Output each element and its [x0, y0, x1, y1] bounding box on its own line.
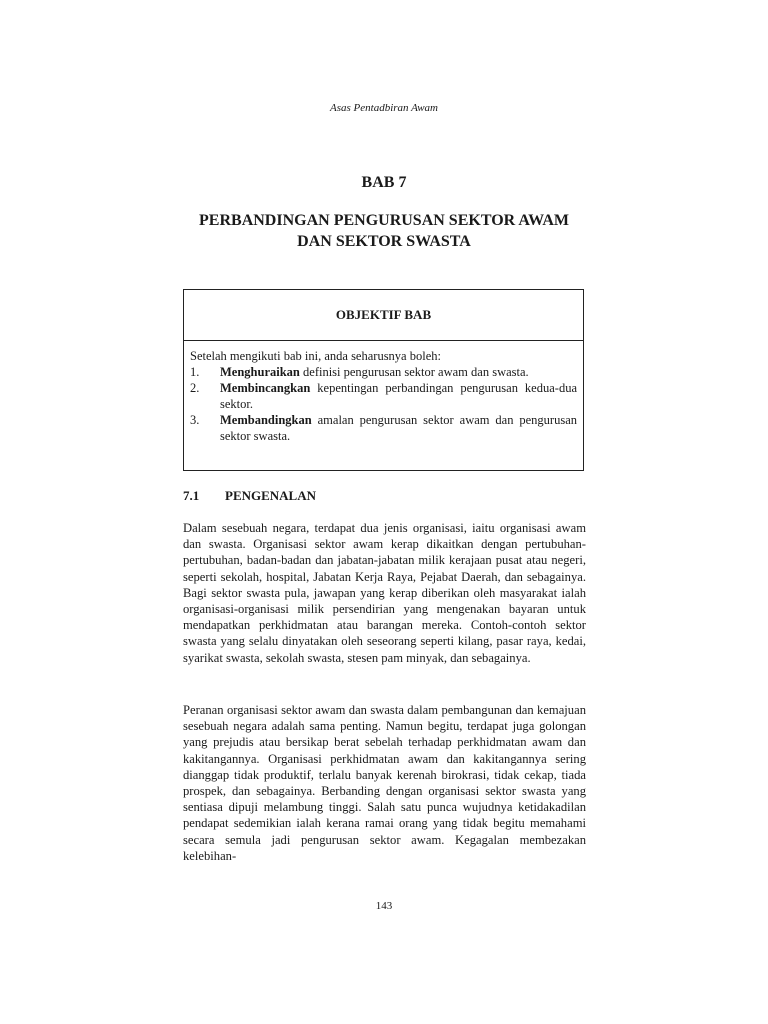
section-number: 7.1: [183, 488, 200, 503]
page-number: 143: [375, 900, 393, 912]
objective-keyword: Membincangkan: [220, 381, 311, 395]
objective-number: 1.: [190, 365, 200, 379]
objectives-body: [184, 341, 583, 444]
objective-keyword: Menghuraikan: [220, 365, 300, 379]
chapter-title: [0, 210, 768, 252]
chapter-title-line-1: PERBANDINGAN PENGURUSAN SEKTOR AWAM: [199, 212, 569, 229]
chapter-title-line-2: DAN SEKTOR SWASTA: [297, 233, 471, 250]
objective-description: kepentingan perbandingan pengurusan kedua-dua sektor.: [220, 381, 577, 411]
running-head: Asas Pentadbiran Awam: [330, 102, 438, 114]
objective-description: amalan pengurusan sektor awam dan pengurusan sektor swasta.: [220, 413, 577, 443]
objectives-intro: Setelah mengikuti bab ini, anda seharusnya boleh:: [190, 349, 441, 363]
objective-keyword: Membandingkan: [220, 413, 312, 427]
chapter-number: BAB 7: [361, 174, 407, 191]
body-paragraph-1: Dalam sesebuah negara, terdapat dua jenis organisasi, iaitu organisasi awam dan swasta. Organisasi sektor awam kerap dikaitkan dengan pertubuhan-pertubuhan, badan-badan dan jabatan-jabatan milik kerajaan pusat atau negeri, seperti sekolah, hospital, Jabatan Kerja Raya, Pejabat Daerah, dan sebagainya. Bagi sektor swasta pula, jawapan yang kerap diberikan oleh masyarakat ialah organisasi-organisasi milik persendirian yang mengenakan bayaran untuk mendapatkan perkhidmatan atau barangan mereka. Contoh-contoh sektor swasta yang selalu dinyatakan oleh seseorang seperti kilang, pasar raya, kedai, syarikat swasta, sekolah swasta, stesen pam minyak, dan sebagainya.: [183, 521, 586, 665]
body-paragraph-2: Peranan organisasi sektor awam dan swasta dalam pembangunan dan kemajuan sesebuah negara adalah sama penting. Namun begitu, terdapat juga golongan yang prejudis atau bersikap berat sebelah terhadap perkhidmatan awam dan kakitangannya. Organisasi perkhidmatan awam dan kakitangannya sering dianggap tidak produktif, terlalu banyak kerenah birokrasi, tidak cekap, tiada prospek, dan sebagainya. Berbanding dengan organisasi sektor swasta yang sentiasa dipuji melambung tinggi. Salah satu punca wujudnya ketidakadilan pendapat sedemikian ialah kerana ramai orang yang tidak begitu memahami secara semula jadi pengurusan sektor awam. Kegagalan membezakan kelebihan-: [183, 703, 586, 863]
objective-number: 2.: [190, 381, 200, 395]
objective-number: 3.: [190, 413, 200, 427]
objective-text: [220, 364, 577, 380]
section-title: PENGENALAN: [225, 488, 317, 503]
objective-item: [190, 364, 577, 380]
objective-text: [220, 412, 577, 444]
objective-text: [220, 380, 577, 412]
objective-item: [190, 412, 577, 444]
objectives-box: [183, 289, 584, 471]
objective-item: [190, 380, 577, 412]
objective-description: definisi pengurusan sektor awam dan swasta.: [299, 365, 529, 379]
objectives-heading: OBJEKTIF BAB: [184, 290, 583, 341]
section-heading: [183, 488, 584, 504]
objectives-list: [190, 364, 577, 444]
